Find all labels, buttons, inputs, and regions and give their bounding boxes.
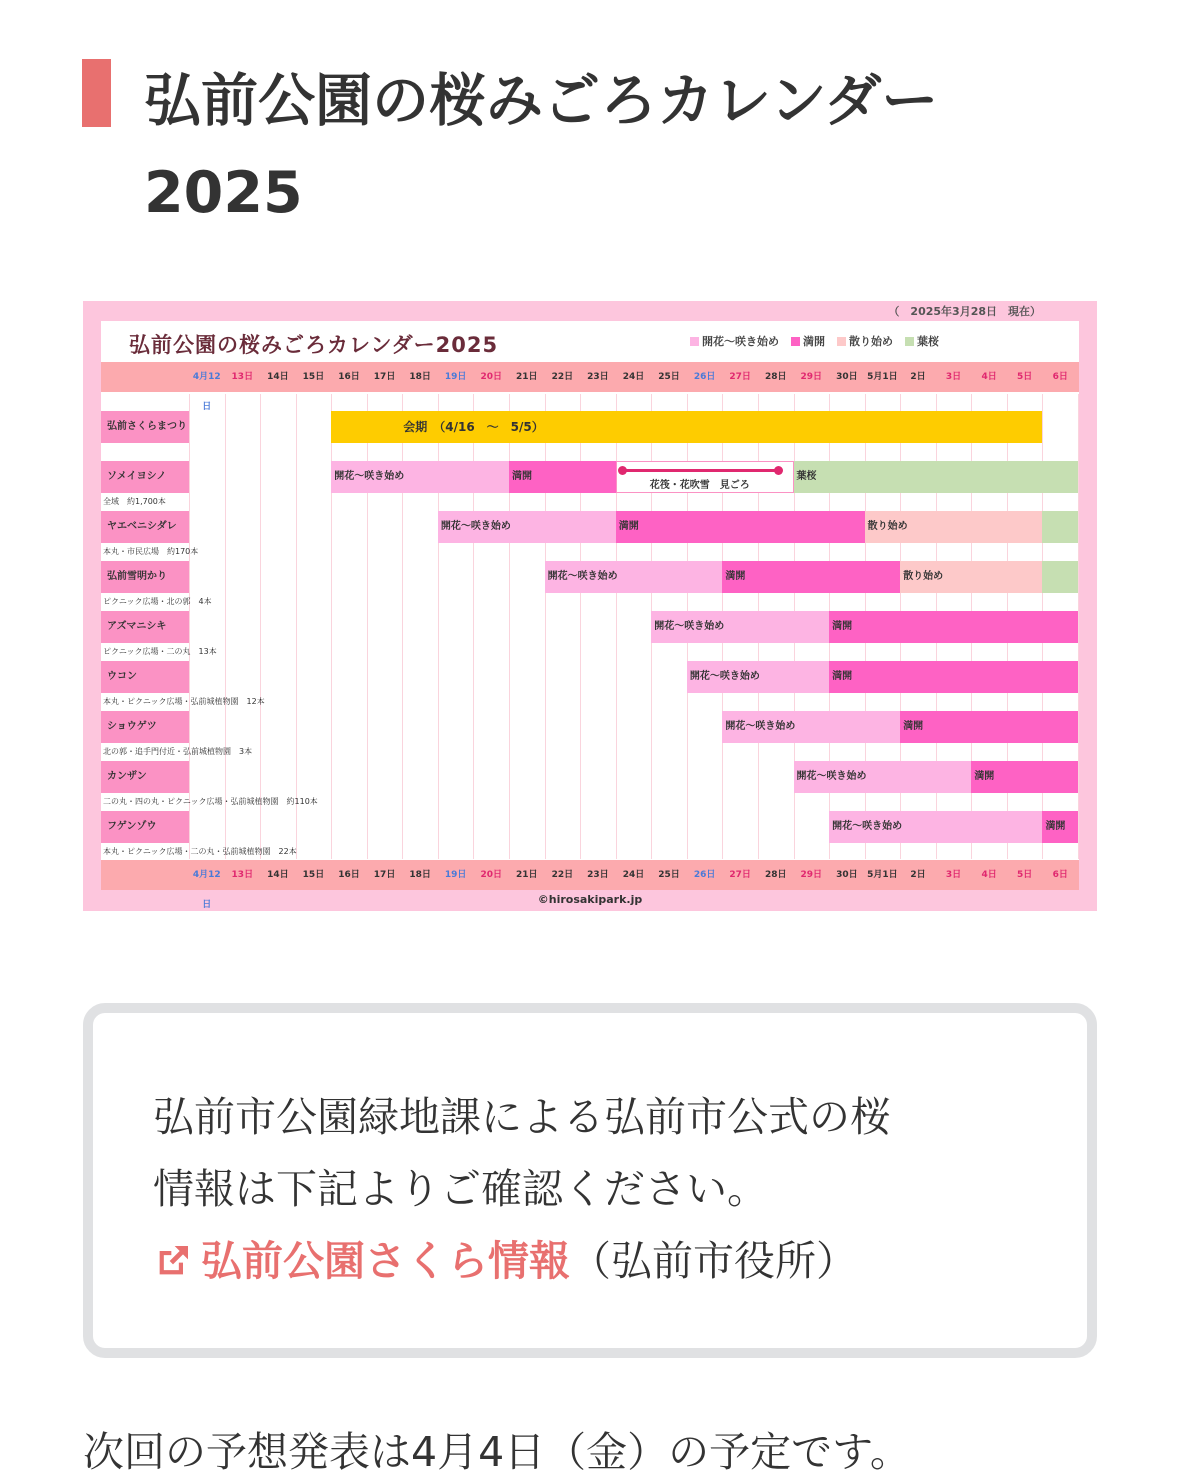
date-cell: 2日 (910, 870, 926, 880)
variety-label: 弘前雪明かり (101, 561, 189, 593)
page-title-line1: 弘前公園の桜みごろカレンダー (144, 68, 939, 134)
date-cell: 25日 (658, 870, 680, 880)
grid-line (260, 394, 261, 859)
bloom-phase-bar: 満開 (616, 511, 865, 543)
date-cell: 30日 (836, 870, 858, 880)
variety-location: 二の丸・四の丸・ピクニック広場・弘前城植物園 約110本 (103, 797, 318, 806)
bloom-phase-bar: 葉桜 (794, 461, 1078, 493)
legend-swatch (791, 337, 800, 346)
date-cell: 28日 (764, 372, 787, 382)
bloom-phase-bar: 開花～咲き始め (545, 561, 723, 593)
date-cell: 22日 (551, 870, 574, 880)
bloom-phase-bar: 開花～咲き始め (438, 511, 616, 543)
title-accent-bar (82, 59, 111, 127)
grid-line (189, 394, 190, 859)
date-cell: 15日 (302, 372, 325, 382)
date-cell: 2日 (910, 372, 926, 382)
date-cell: 15日 (302, 870, 325, 880)
date-cell: 6日 (1052, 870, 1068, 880)
date-cell: 27日 (729, 870, 751, 880)
date-cell: 22日 (551, 372, 574, 382)
date-cell: 14日 (267, 870, 289, 880)
variety-label: アズマニシキ (101, 611, 189, 643)
variety-location: 北の郭・追手門付近・弘前城植物園 3本 (103, 747, 253, 756)
legend-label: 葉桜 (917, 335, 939, 348)
legend-item (905, 333, 939, 349)
info-link-suffix: （弘前市役所） (570, 1237, 857, 1285)
page-title-text (144, 55, 938, 239)
date-cell: 13日 (231, 870, 254, 880)
bloom-phase-bar: 開花～咲き始め (687, 661, 829, 693)
mikoro-dot (618, 466, 627, 475)
bloom-phase-bar: 開花～咲き始め (722, 711, 900, 743)
date-cell: 30日 (836, 372, 858, 382)
external-link-icon (153, 1241, 193, 1281)
date-cell: 27日 (729, 372, 751, 382)
variety-label: フゲンゾウ (101, 811, 189, 843)
calendar-copyright: ©hirosakipark.jp (537, 893, 643, 906)
date-cell: 5日 (1017, 372, 1033, 382)
bloom-phase-bar (1042, 561, 1078, 593)
date-cell: 21日 (516, 372, 538, 382)
bloom-phase-bar: 散り始め (900, 561, 1042, 593)
variety-label: ショウゲツ (101, 711, 189, 743)
date-cell: 5日 (1017, 870, 1033, 880)
next-announcement: 次回の予想発表は4月4日（金）の予定です。 (83, 1428, 911, 1476)
date-cell: 4日 (981, 870, 997, 880)
date-cell: 25日 (658, 372, 680, 382)
date-cell: 18日 (409, 372, 431, 382)
date-cell: 16日 (338, 372, 360, 382)
variety-location: 本丸・ピクニック広場・二の丸・弘前城植物園 22本 (103, 847, 297, 856)
date-cell: 14日 (267, 372, 289, 382)
date-cell: 20日 (480, 372, 502, 382)
date-cell: 17日 (373, 372, 396, 382)
date-cell: 19日 (444, 372, 467, 382)
date-cell: 4日 (981, 372, 997, 382)
calendar-as-of: （ 2025年3月28日 現在） (888, 305, 1041, 318)
legend-item (837, 333, 893, 349)
info-box (83, 1003, 1097, 1358)
info-text (153, 1081, 1033, 1297)
bloom-phase-bar: 満開 (829, 611, 1078, 643)
sakura-calendar-image (83, 301, 1097, 911)
legend-label: 散り始め (849, 335, 893, 348)
date-cell: 18日 (409, 870, 431, 880)
date-cell: 23日 (587, 870, 609, 880)
bloom-phase-bar: 開花～咲き始め (331, 461, 509, 493)
grid-line (1078, 394, 1079, 859)
mikoro-label: 花筏・花吹雪 見ごろ (649, 480, 750, 491)
bloom-phase-bar: 満開 (1042, 811, 1078, 843)
bloom-phase-bar: 満開 (509, 461, 616, 493)
bloom-phase-bar: 満開 (722, 561, 900, 593)
legend-label: 開花～咲き始め (702, 335, 779, 348)
variety-label: ソメイヨシノ (101, 461, 189, 493)
legend-label: 満開 (803, 335, 825, 348)
legend-swatch (837, 337, 846, 346)
date-cell: 5月1日 (867, 372, 898, 382)
mikoro-dot (774, 466, 783, 475)
mikoro-line (622, 469, 778, 472)
bloom-phase-bar: 開花～咲き始め (651, 611, 829, 643)
bloom-phase-bar: 開花～咲き始め (829, 811, 1042, 843)
legend-item (690, 333, 779, 349)
variety-label: カンザン (101, 761, 189, 793)
legend-swatch (905, 337, 914, 346)
bloom-phase-bar (1042, 511, 1078, 543)
date-cell: 16日 (338, 870, 360, 880)
variety-location: 全域 約1,700本 (103, 497, 166, 506)
bloom-phase-bar: 満開 (829, 661, 1078, 693)
date-cell: 13日 (231, 372, 254, 382)
info-line-2: 情報は下記よりご確認ください。 (153, 1165, 768, 1213)
date-cell: 6日 (1052, 372, 1068, 382)
festival-label: 弘前さくらまつり (101, 411, 189, 443)
date-header-top (101, 362, 1079, 412)
variety-location: ピクニック広場・北の郭 4本 (103, 597, 212, 606)
variety-location: 本丸・市民広場 約170本 (103, 547, 199, 556)
sakura-info-link[interactable]: 弘前公園さくら情報 (201, 1237, 570, 1285)
calendar-title: 弘前公園の桜みごろカレンダー2025 (129, 333, 499, 357)
calendar-legend (690, 333, 939, 349)
grid-line (296, 394, 297, 859)
date-cell: 20日 (480, 870, 502, 880)
bloom-phase-bar: 散り始め (865, 511, 1043, 543)
date-cell: 26日 (693, 372, 716, 382)
info-line-1: 弘前市公園緑地課による弘前市公式の桜 (153, 1093, 891, 1141)
date-cell: 24日 (622, 372, 645, 382)
bloom-phase-bar: 満開 (900, 711, 1078, 743)
page-title-line2: 2025 (144, 160, 303, 226)
date-cell: 21日 (516, 870, 538, 880)
festival-bar: 会期 （4/16 ～ 5/5） (331, 411, 1042, 443)
date-cell: 3日 (945, 870, 962, 880)
grid-line (225, 394, 226, 859)
date-cell: 3日 (945, 372, 962, 382)
variety-location: ピクニック広場・二の丸 13本 (103, 647, 217, 656)
date-cell: 29日 (800, 870, 823, 880)
date-cell: 17日 (373, 870, 396, 880)
date-cell: 29日 (800, 372, 823, 382)
bloom-phase-bar: 開花～咲き始め (794, 761, 972, 793)
date-cell: 28日 (764, 870, 787, 880)
date-cell: 26日 (693, 870, 716, 880)
bloom-phase-bar: 満開 (971, 761, 1078, 793)
date-cell: 23日 (587, 372, 609, 382)
legend-item (791, 333, 825, 349)
variety-label: ヤエベニシダレ (101, 511, 189, 543)
date-cell: 24日 (622, 870, 645, 880)
date-cell: 19日 (444, 870, 467, 880)
legend-swatch (690, 337, 699, 346)
date-cell: 4月12日 (192, 372, 221, 412)
date-cell: 5月1日 (867, 870, 898, 880)
info-link-row (153, 1225, 1033, 1297)
variety-label: ウコン (101, 661, 189, 693)
variety-location: 本丸・ピクニック広場・弘前城植物園 12本 (103, 697, 265, 706)
date-cell: 4月12日 (192, 870, 221, 910)
